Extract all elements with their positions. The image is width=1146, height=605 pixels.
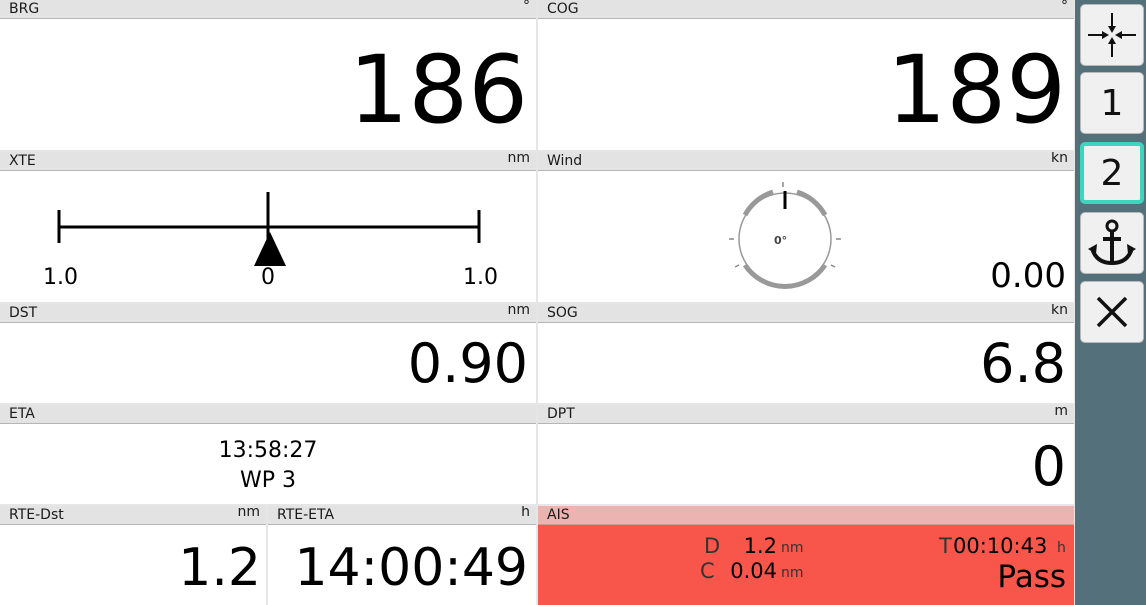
rte-eta-value: 14:00:49 [294,538,528,598]
anchor-button[interactable] [1080,212,1144,274]
brg-value: 186 [348,36,528,145]
sog-panel[interactable] [538,304,1074,403]
sog-unit: kn [1051,304,1068,318]
cog-label: COG [547,1,579,17]
xte-vessel-marker [254,232,286,266]
sidebar [1075,0,1146,605]
close-icon [1092,292,1132,332]
dst-header [0,304,536,323]
eta-panel[interactable] [0,405,536,504]
xte-header [0,152,536,171]
wind-dial-angle: 0° [774,234,788,247]
dpt-value: 0 [1031,435,1066,498]
rte-dst-label: RTE-Dst [9,507,64,523]
compress-icon [1084,7,1140,63]
wind-label: Wind [547,153,583,169]
dpt-unit: m [1054,405,1068,419]
sog-label: SOG [547,305,578,321]
dst-panel[interactable] [0,304,536,403]
close-button[interactable] [1080,281,1144,343]
ais-d-value: 1.2 [743,534,777,558]
rte-dst-panel[interactable] [0,506,266,605]
rte-eta-header [268,506,536,525]
cog-panel[interactable] [538,0,1074,150]
eta-time: 13:58:27 [218,438,318,463]
ais-panel[interactable] [538,506,1074,605]
wind-header [538,152,1074,171]
xte-center-scale: 0 [261,265,275,290]
eta-label: ETA [9,406,35,422]
ais-status: Pass [997,559,1066,595]
ais-label: AIS [547,507,570,523]
page-1-button[interactable]: 1 [1080,72,1144,134]
dpt-label: DPT [547,406,575,422]
ais-t-value: 00:10:43 [953,534,1048,558]
rte-dst-unit: nm [237,506,260,520]
xte-unit: nm [507,152,530,166]
dst-value: 0.90 [407,332,528,395]
wind-panel[interactable] [538,152,1074,302]
ais-c-unit: nm [781,565,804,581]
rte-eta-label: RTE-ETA [277,507,335,523]
rte-eta-panel[interactable] [268,506,536,605]
wind-unit: kn [1051,152,1068,166]
wind-value: 0.00 [990,256,1066,296]
dst-unit: nm [507,304,530,318]
cog-value: 189 [886,36,1066,145]
rte-dst-header [0,506,266,525]
cog-header [538,0,1074,19]
dpt-header [538,405,1074,424]
ais-d-label: D [704,534,721,558]
cog-unit: ° [1061,0,1068,14]
dst-label: DST [9,305,38,321]
xte-panel[interactable] [0,152,536,302]
ais-c-label: C [700,559,715,583]
ais-header [538,506,1074,525]
rte-dst-value: 1.2 [178,538,261,598]
eta-waypoint: WP 3 [239,468,296,493]
brg-panel[interactable] [0,0,536,150]
anchor-icon [1084,215,1140,271]
xte-label: XTE [9,153,36,169]
brg-unit: ° [523,0,530,14]
dpt-panel[interactable] [538,405,1074,504]
ais-d-unit: nm [781,540,804,556]
compress-button[interactable] [1080,4,1144,66]
brg-header [0,0,536,19]
brg-label: BRG [9,1,40,17]
page-2-button[interactable]: 2 [1080,142,1144,204]
xte-right-scale: 1.0 [463,265,498,290]
ais-c-value: 0.04 [730,559,777,583]
ais-t-unit: h [1057,540,1066,556]
xte-left-scale: 1.0 [43,265,78,290]
eta-header [0,405,536,424]
ais-t-label: T [939,534,952,558]
sog-value: 6.8 [980,332,1066,395]
rte-eta-unit: h [521,506,530,520]
sog-header [538,304,1074,323]
